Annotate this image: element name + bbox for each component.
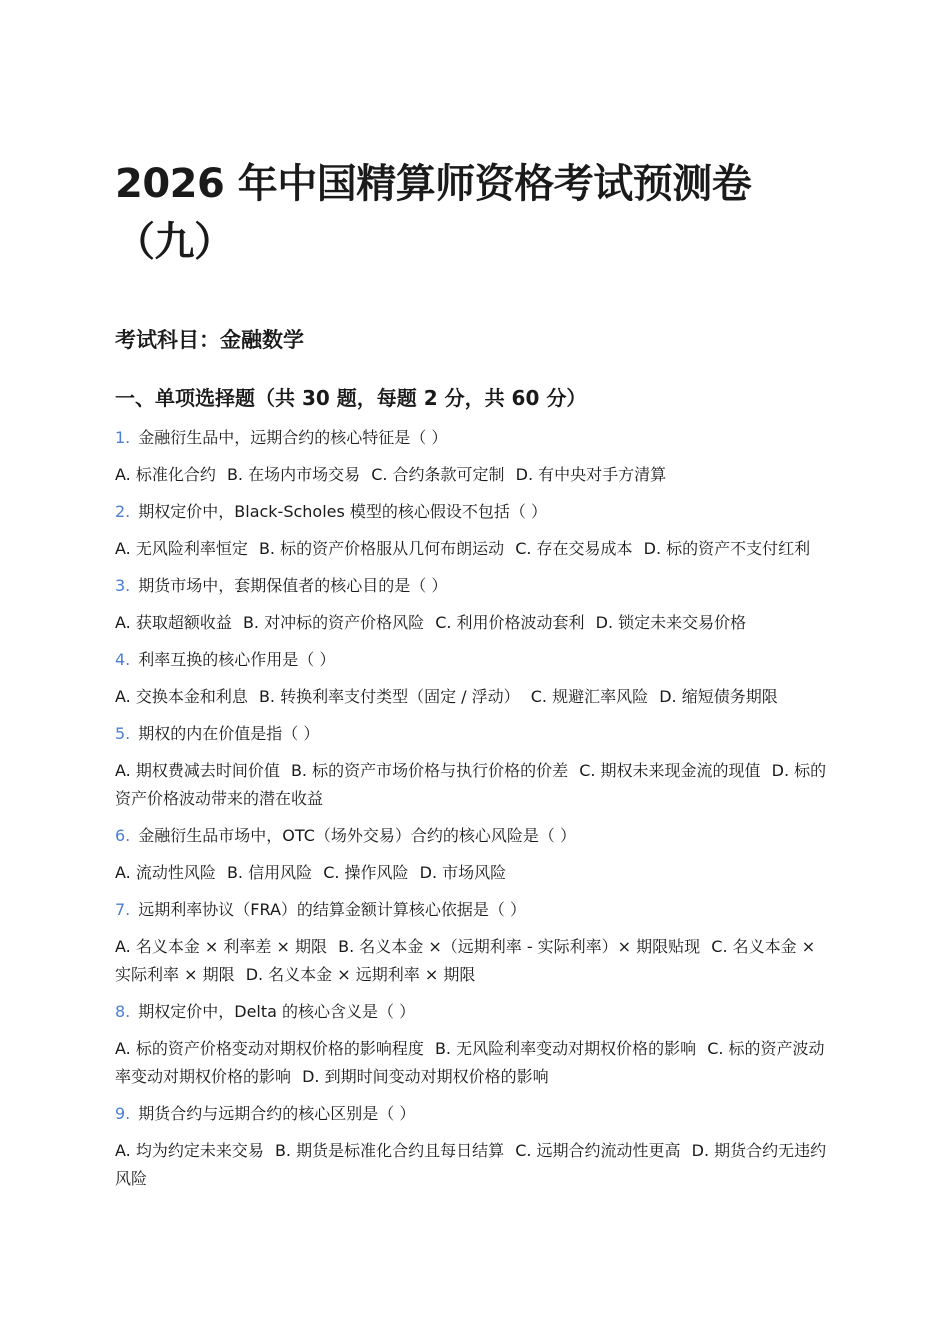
option-d: D. 到期时间变动对期权价格的影响 (302, 1067, 549, 1086)
option-c: C. 合约条款可定制 (371, 465, 505, 484)
section-heading: 一、单项选择题（共 30 题，每题 2 分，共 60 分） (115, 386, 587, 410)
question-list (115, 424, 835, 1202)
exam-subject: 考试科目：金融数学 (115, 328, 304, 352)
option-d: D. 缩短债务期限 (659, 687, 778, 706)
option-b: B. 标的资产价格服从几何布朗运动 (258, 539, 505, 558)
question-stem-line (115, 896, 835, 924)
question-stem-line (115, 720, 835, 748)
question-item (115, 572, 835, 637)
option-b: B. 名义本金 ×（远期利率 - 实际利率）× 期限贴现 (338, 937, 701, 956)
question-item (115, 424, 835, 489)
question-stem-line (115, 1100, 835, 1128)
option-c: C. 操作风险 (323, 863, 409, 882)
question-stem: 金融衍生品中，远期合约的核心特征是（ ） (138, 428, 448, 447)
option-a: A. 期权费减去时间价值 (115, 761, 280, 780)
option-a: A. 交换本金和利息 (115, 687, 248, 706)
option-a: A. 标的资产价格变动对期权价格的影响程度 (115, 1039, 424, 1058)
option-c: C. 规避汇率风险 (530, 687, 649, 706)
question-stem: 期权定价中，Black-Scholes 模型的核心假设不包括（ ） (138, 502, 548, 521)
option-d: D. 期货合约无违约风险 (115, 1141, 827, 1188)
question-options (115, 933, 835, 989)
question-number: 8. (115, 1002, 131, 1021)
option-b: B. 转换利率支付类型（固定 / 浮动） (258, 687, 520, 706)
question-stem-line (115, 822, 835, 850)
question-stem: 利率互换的核心作用是（ ） (138, 650, 336, 669)
option-b: B. 无风险利率变动对期权价格的影响 (434, 1039, 697, 1058)
question-options (115, 609, 835, 637)
question-options (115, 683, 835, 711)
option-d: D. 有中央对手方清算 (515, 465, 667, 484)
question-number: 4. (115, 650, 131, 669)
question-number: 2. (115, 502, 131, 521)
option-a: A. 名义本金 × 利率差 × 期限 (115, 937, 327, 956)
option-d: D. 市场风险 (419, 863, 507, 882)
option-c: C. 利用价格波动套利 (435, 613, 585, 632)
document-title: 2026 年中国精算师资格考试预测卷（九） (115, 161, 752, 265)
question-stem: 远期利率协议（FRA）的结算金额计算核心依据是（ ） (138, 900, 526, 919)
option-c: C. 名义本金 × 实际利率 × 期限 (115, 937, 816, 984)
option-b: B. 对冲标的资产价格风险 (242, 613, 425, 632)
question-number: 9. (115, 1104, 131, 1123)
question-options (115, 859, 835, 887)
question-item (115, 498, 835, 563)
question-item (115, 1100, 835, 1193)
question-stem: 期权定价中，Delta 的核心含义是（ ） (138, 1002, 416, 1021)
option-d: D. 标的资产不支付红利 (643, 539, 811, 558)
option-a: A. 流动性风险 (115, 863, 216, 882)
question-number: 3. (115, 576, 131, 595)
question-stem: 期货合约与远期合约的核心区别是（ ） (138, 1104, 416, 1123)
option-c: C. 期权未来现金流的现值 (579, 761, 761, 780)
option-d: D. 锁定未来交易价格 (595, 613, 747, 632)
option-d: D. 名义本金 × 远期利率 × 期限 (245, 965, 476, 984)
option-b: B. 标的资产市场价格与执行价格的价差 (290, 761, 569, 780)
question-stem-line (115, 646, 835, 674)
question-number: 5. (115, 724, 131, 743)
option-a: A. 获取超额收益 (115, 613, 232, 632)
question-stem: 期货市场中，套期保值者的核心目的是（ ） (138, 576, 448, 595)
option-b: B. 在场内市场交易 (226, 465, 361, 484)
question-options (115, 1137, 835, 1193)
question-options (115, 1035, 835, 1091)
question-stem: 金融衍生品市场中，OTC（场外交易）合约的核心风险是（ ） (138, 826, 576, 845)
question-number: 1. (115, 428, 131, 447)
question-stem-line (115, 498, 835, 526)
question-item (115, 998, 835, 1091)
question-number: 7. (115, 900, 131, 919)
question-number: 6. (115, 826, 131, 845)
question-stem-line (115, 998, 835, 1026)
option-a: A. 标准化合约 (115, 465, 216, 484)
option-a: A. 无风险利率恒定 (115, 539, 248, 558)
option-c: C. 远期合约流动性更高 (515, 1141, 681, 1160)
option-c: C. 存在交易成本 (515, 539, 633, 558)
question-item (115, 720, 835, 813)
question-item (115, 896, 835, 989)
question-stem-line (115, 424, 835, 452)
option-b: B. 信用风险 (226, 863, 313, 882)
question-options (115, 757, 835, 813)
question-item (115, 646, 835, 711)
option-c: C. 标的资产波动率变动对期权价格的影响 (115, 1039, 825, 1086)
question-item (115, 822, 835, 887)
question-stem-line (115, 572, 835, 600)
question-stem: 期权的内在价值是指（ ） (138, 724, 320, 743)
question-options (115, 461, 835, 489)
option-a: A. 均为约定未来交易 (115, 1141, 264, 1160)
question-options (115, 535, 835, 563)
option-d: D. 标的资产价格波动带来的潜在收益 (115, 761, 827, 808)
option-b: B. 期货是标准化合约且每日结算 (274, 1141, 505, 1160)
